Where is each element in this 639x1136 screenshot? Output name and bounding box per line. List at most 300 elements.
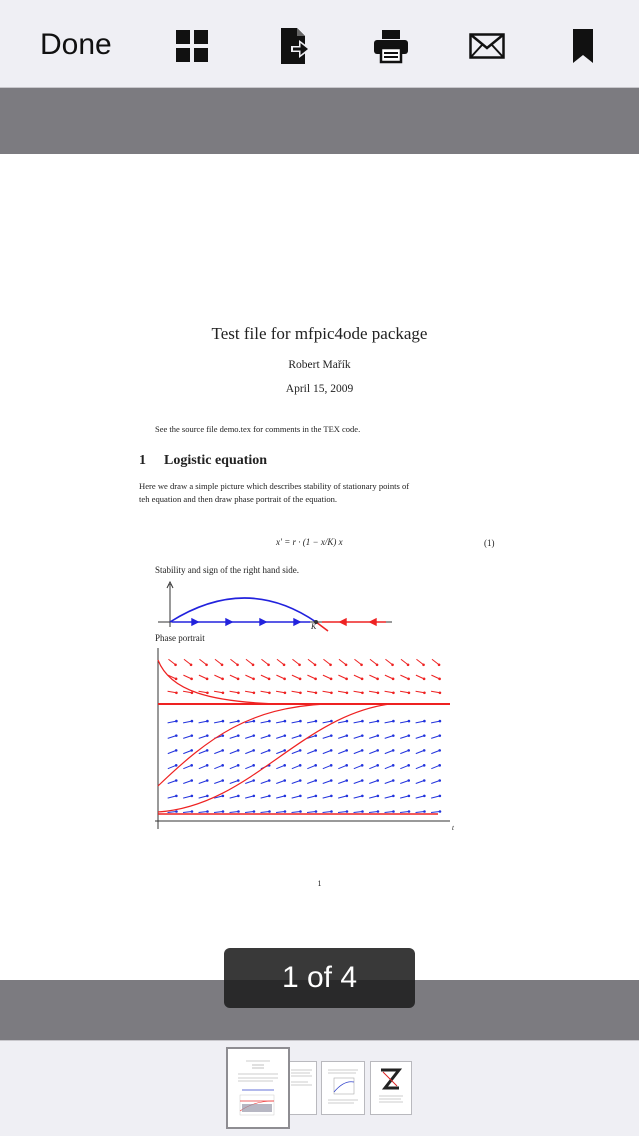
direction-arrow <box>431 675 439 679</box>
direction-arrow <box>416 736 425 739</box>
direction-arrowhead <box>376 764 379 767</box>
direction-arrowhead <box>222 692 225 695</box>
direction-arrowhead <box>360 663 363 666</box>
direction-arrowhead <box>237 779 240 782</box>
direction-arrowhead <box>222 720 225 723</box>
direction-arrowhead <box>284 720 287 723</box>
direction-arrowhead <box>407 663 410 666</box>
thumbnail-page-2-preview <box>288 1062 316 1114</box>
direction-arrow <box>199 750 207 753</box>
direction-arrowhead <box>253 720 256 723</box>
direction-arrow <box>431 780 439 783</box>
direction-arrowhead <box>175 795 178 798</box>
direction-arrow <box>168 691 177 693</box>
direction-arrow <box>199 675 207 679</box>
direction-arrowhead <box>376 663 379 666</box>
share-icon[interactable] <box>275 24 315 68</box>
direction-arrowhead <box>221 779 224 782</box>
direction-arrowhead <box>438 779 441 782</box>
direction-arrow <box>338 750 346 753</box>
direction-arrowhead <box>221 663 224 666</box>
direction-arrowhead <box>407 734 410 737</box>
direction-arrow <box>432 659 439 665</box>
direction-arrow <box>276 675 284 679</box>
direction-arrow <box>354 765 362 768</box>
direction-arrow <box>385 750 393 753</box>
direction-arrowhead <box>330 779 333 782</box>
direction-arrowhead <box>314 764 317 767</box>
direction-arrow <box>245 796 254 798</box>
direction-arrow <box>400 796 409 798</box>
direction-arrow <box>338 675 346 679</box>
direction-arrow <box>261 780 269 783</box>
direction-arrow <box>354 780 362 783</box>
direction-arrow <box>214 811 223 812</box>
direction-arrowhead <box>175 734 178 737</box>
direction-arrowhead <box>221 749 224 752</box>
direction-arrowhead <box>268 692 271 695</box>
direction-arrow <box>183 691 192 693</box>
thumbnail-page-1[interactable] <box>226 1047 290 1129</box>
direction-arrow <box>416 675 424 679</box>
direction-arrowhead <box>377 795 380 798</box>
direction-arrowhead <box>299 779 302 782</box>
direction-arrowhead <box>175 692 178 695</box>
direction-arrow <box>354 675 362 679</box>
direction-arrow <box>168 780 176 783</box>
direction-arrowhead <box>407 678 410 681</box>
direction-arrow <box>245 765 253 768</box>
direction-arrowhead <box>345 678 348 681</box>
direction-arrowhead <box>392 678 395 681</box>
direction-arrow <box>261 796 270 798</box>
direction-arrow <box>416 721 425 723</box>
direction-arrowhead <box>237 692 240 695</box>
direction-arrowhead <box>345 749 348 752</box>
direction-arrow <box>385 765 393 768</box>
page-number: 1 <box>317 879 322 888</box>
thumbnail-strip <box>0 1040 639 1136</box>
direction-arrowhead <box>376 678 379 681</box>
direction-arrow <box>292 750 300 753</box>
direction-arrowhead <box>361 678 364 681</box>
solution-curve-middle <box>158 704 450 786</box>
direction-arrowhead <box>408 810 411 813</box>
direction-arrow <box>307 796 316 798</box>
direction-arrow <box>199 659 206 665</box>
mail-icon[interactable] <box>467 24 507 68</box>
direction-arrowhead <box>377 720 380 723</box>
direction-arrow <box>292 691 301 693</box>
direction-arrow <box>292 736 301 739</box>
direction-arrow <box>214 765 222 768</box>
direction-arrowhead <box>392 795 395 798</box>
direction-arrow <box>292 796 301 798</box>
direction-arrow <box>431 811 440 812</box>
direction-arrowhead <box>315 692 318 695</box>
direction-arrow <box>323 721 332 723</box>
direction-arrow <box>183 736 192 739</box>
equation: x′ = r · (1 − x/K) x <box>276 537 343 547</box>
direction-arrow <box>385 780 393 783</box>
direction-arrow <box>292 765 300 768</box>
direction-arrowhead <box>392 764 395 767</box>
direction-arrow <box>276 736 285 739</box>
direction-arrow <box>183 721 192 723</box>
direction-arrow <box>323 780 331 783</box>
direction-arrow <box>168 721 177 723</box>
direction-arrow <box>323 675 331 679</box>
phase-portrait <box>150 646 460 841</box>
direction-arrowhead <box>237 749 240 752</box>
direction-arrow <box>168 736 177 739</box>
direction-arrow <box>431 796 440 798</box>
direction-arrowhead <box>190 749 193 752</box>
document-title: Test file for mfpic4ode package <box>211 324 428 343</box>
direction-arrow <box>245 811 254 812</box>
direction-arrowhead <box>252 779 255 782</box>
direction-arrowhead <box>439 810 442 813</box>
direction-arrow <box>416 811 425 812</box>
direction-arrowhead <box>345 764 348 767</box>
direction-arrow <box>385 675 393 679</box>
direction-arrowhead <box>206 720 209 723</box>
direction-arrowhead <box>237 734 240 737</box>
direction-arrowhead <box>206 795 209 798</box>
print-icon[interactable] <box>371 24 411 68</box>
direction-arrowhead <box>392 692 395 695</box>
direction-arrow <box>261 659 268 665</box>
direction-arrowhead <box>314 678 317 681</box>
equation-number: (1) <box>484 538 495 548</box>
direction-arrowhead <box>330 678 333 681</box>
direction-arrow <box>323 796 332 798</box>
done-button[interactable]: Done <box>40 28 112 61</box>
direction-arrowhead <box>345 779 348 782</box>
direction-arrowhead <box>191 810 194 813</box>
direction-arrow <box>276 691 285 693</box>
direction-arrow <box>183 750 191 753</box>
direction-arrow <box>307 675 315 679</box>
direction-arrowhead <box>299 720 302 723</box>
thumbnail-page-4[interactable] <box>370 1061 412 1115</box>
document-page[interactable] <box>0 154 639 980</box>
direction-arrow <box>246 659 253 665</box>
direction-arrowhead <box>330 795 333 798</box>
direction-arrowhead <box>392 749 395 752</box>
direction-arrow <box>261 750 269 753</box>
direction-arrow <box>307 691 316 693</box>
direction-arrowhead <box>252 663 255 666</box>
direction-arrow <box>276 721 285 723</box>
direction-arrowhead <box>252 749 255 752</box>
direction-arrow <box>416 691 425 693</box>
direction-arrow <box>354 736 363 739</box>
direction-arrowhead <box>423 749 426 752</box>
direction-arrow <box>277 659 284 665</box>
direction-arrow <box>416 796 425 798</box>
direction-arrow <box>307 750 315 753</box>
direction-arrow <box>230 721 239 723</box>
direction-arrow <box>276 796 285 798</box>
direction-arrow <box>400 721 409 723</box>
section-title: Logistic equation <box>164 453 268 468</box>
direction-arrow <box>323 659 330 665</box>
direction-arrow <box>323 811 332 812</box>
direction-arrowhead <box>283 779 286 782</box>
direction-arrow <box>369 796 378 798</box>
k-label: K <box>311 622 317 631</box>
direction-arrow <box>354 796 363 798</box>
direction-arrowhead <box>423 720 426 723</box>
direction-arrow <box>230 780 238 783</box>
direction-arrowhead <box>438 734 441 737</box>
direction-arrow <box>431 750 439 753</box>
direction-arrowhead <box>237 764 240 767</box>
direction-arrow <box>385 721 394 723</box>
direction-arrowhead <box>206 692 209 695</box>
direction-arrowhead <box>221 678 224 681</box>
direction-arrowhead <box>175 779 178 782</box>
direction-arrow <box>168 811 177 812</box>
direction-arrow <box>214 780 222 783</box>
direction-arrowhead <box>377 692 380 695</box>
direction-arrow <box>338 780 346 783</box>
direction-arrowhead <box>268 779 271 782</box>
direction-arrowhead <box>299 764 302 767</box>
direction-arrowhead <box>376 734 379 737</box>
direction-arrowhead <box>439 692 442 695</box>
direction-arrow <box>214 675 222 679</box>
direction-arrowhead <box>190 734 193 737</box>
direction-arrowhead <box>408 692 411 695</box>
top-toolbar <box>0 0 639 88</box>
direction-arrowhead <box>361 810 364 813</box>
direction-arrowhead <box>237 720 240 723</box>
direction-arrowhead <box>392 720 395 723</box>
direction-arrowhead <box>283 663 286 666</box>
direction-arrowhead <box>222 810 225 813</box>
direction-arrow <box>323 736 332 739</box>
direction-arrowhead <box>438 749 441 752</box>
direction-arrowhead <box>205 663 208 666</box>
direction-arrow <box>385 736 394 739</box>
direction-arrow <box>354 691 363 693</box>
direction-arrowhead <box>190 764 193 767</box>
direction-arrowhead <box>422 663 425 666</box>
direction-arrowhead <box>439 720 442 723</box>
direction-arrow <box>261 675 269 679</box>
direction-arrow <box>307 780 315 783</box>
direction-arrow <box>183 811 192 812</box>
direction-arrowhead <box>268 810 271 813</box>
figure-1-caption: Stability and sign of the right hand side. <box>155 565 299 575</box>
direction-arrowhead <box>346 692 349 695</box>
direction-arrow <box>369 780 377 783</box>
direction-arrow <box>354 721 363 723</box>
direction-arrowhead <box>175 678 178 681</box>
direction-arrow <box>230 659 237 665</box>
direction-arrowhead <box>252 678 255 681</box>
direction-arrow <box>354 659 361 665</box>
document-date: April 15, 2009 <box>285 383 354 395</box>
direction-arrowhead <box>391 663 394 666</box>
page-indicator: 1 of 4 <box>224 948 415 1008</box>
direction-arrowhead <box>268 795 271 798</box>
direction-arrow <box>245 750 253 753</box>
direction-arrow <box>261 691 270 693</box>
direction-arrow <box>261 811 270 812</box>
direction-arrow <box>168 796 177 798</box>
figure-2-caption: Phase portrait <box>155 633 205 643</box>
direction-arrow <box>307 811 316 812</box>
direction-arrowhead <box>314 663 317 666</box>
direction-arrowhead <box>392 810 395 813</box>
direction-arrowhead <box>314 779 317 782</box>
direction-arrow <box>245 675 253 679</box>
direction-arrowhead <box>299 734 302 737</box>
grid-icon[interactable] <box>172 24 212 68</box>
direction-arrow <box>168 765 176 768</box>
direction-arrow <box>230 765 238 768</box>
direction-arrowhead <box>237 795 240 798</box>
direction-arrowhead <box>206 678 209 681</box>
direction-arrow <box>307 721 316 723</box>
direction-arrowhead <box>377 810 380 813</box>
direction-arrowhead <box>423 734 426 737</box>
direction-arrow <box>245 736 254 739</box>
direction-arrow <box>385 811 394 812</box>
direction-arrow <box>276 780 284 783</box>
direction-arrow <box>416 780 424 783</box>
direction-arrow <box>369 675 377 679</box>
direction-arrowhead <box>253 692 256 695</box>
direction-arrow <box>276 750 284 753</box>
direction-arrowhead <box>330 810 333 813</box>
direction-arrow <box>431 691 440 693</box>
direction-arrow <box>245 691 254 693</box>
direction-arrowhead <box>345 734 348 737</box>
direction-arrowhead <box>252 764 255 767</box>
direction-arrow <box>292 675 300 679</box>
direction-arrow <box>370 659 377 665</box>
direction-arrow <box>214 691 223 693</box>
direction-arrow <box>292 811 301 812</box>
direction-arrow <box>261 721 270 723</box>
direction-arrow <box>292 780 300 783</box>
direction-arrow <box>323 750 331 753</box>
direction-arrow <box>292 659 299 665</box>
direction-arrow <box>214 721 223 723</box>
direction-arrow <box>323 691 332 693</box>
direction-arrowhead <box>268 678 271 681</box>
direction-arrowhead <box>206 734 209 737</box>
direction-arrow <box>354 750 362 753</box>
direction-arrowhead <box>361 779 364 782</box>
direction-arrowhead <box>361 720 364 723</box>
direction-arrowhead <box>191 720 194 723</box>
direction-arrowhead <box>299 810 302 813</box>
direction-arrowhead <box>361 764 364 767</box>
direction-arrowhead <box>206 779 209 782</box>
direction-arrowhead <box>268 720 271 723</box>
direction-arrow <box>245 780 253 783</box>
direction-arrowhead <box>423 779 426 782</box>
direction-arrowhead <box>392 779 395 782</box>
stability-diagram <box>150 579 400 634</box>
direction-arrowhead <box>376 749 379 752</box>
viewer-background-top <box>0 88 639 154</box>
direction-arrow <box>276 765 284 768</box>
direction-arrowhead <box>438 764 441 767</box>
direction-arrow <box>199 796 208 798</box>
direction-arrow <box>308 659 315 665</box>
direction-arrow <box>292 721 301 723</box>
direction-arrowhead <box>361 795 364 798</box>
direction-arrowhead <box>175 749 178 752</box>
direction-arrow <box>199 780 207 783</box>
direction-arrow <box>168 750 176 753</box>
direction-arrowhead <box>329 663 332 666</box>
thumbnail-page-2[interactable] <box>287 1061 317 1115</box>
direction-arrow <box>338 765 346 768</box>
thumbnail-page-3[interactable] <box>321 1061 365 1115</box>
direction-arrowhead <box>284 692 287 695</box>
direction-arrow <box>385 659 392 665</box>
direction-arrow <box>261 736 270 739</box>
direction-arrowhead <box>392 734 395 737</box>
solution-curve-upper <box>158 660 450 704</box>
direction-arrowhead <box>408 720 411 723</box>
direction-arrowhead <box>190 663 193 666</box>
direction-arrow <box>401 659 408 665</box>
direction-arrow <box>338 736 347 739</box>
direction-arrowhead <box>191 795 194 798</box>
direction-arrow <box>400 780 408 783</box>
direction-arrow <box>385 691 394 693</box>
direction-arrowhead <box>284 795 287 798</box>
bookmark-icon[interactable] <box>563 24 603 68</box>
direction-arrowhead <box>268 734 271 737</box>
direction-arrowhead <box>346 795 349 798</box>
direction-arrowhead <box>314 734 317 737</box>
direction-arrowhead <box>221 764 224 767</box>
direction-arrow <box>369 736 378 739</box>
paragraph-line-2: teh equation and then draw phase portrait of the equation. <box>139 494 338 504</box>
direction-arrowhead <box>345 663 348 666</box>
direction-arrow <box>431 736 440 739</box>
direction-arrowhead <box>299 749 302 752</box>
direction-arrow <box>400 675 408 679</box>
direction-arrow <box>400 736 409 739</box>
direction-arrow <box>184 659 191 665</box>
direction-arrowhead <box>206 810 209 813</box>
direction-arrowhead <box>361 734 364 737</box>
direction-arrowhead <box>407 764 410 767</box>
direction-arrow <box>199 721 208 723</box>
direction-arrowhead <box>298 663 301 666</box>
direction-arrowhead <box>299 795 302 798</box>
direction-arrow <box>416 750 424 753</box>
direction-arrow <box>199 736 208 739</box>
direction-arrow <box>168 659 175 665</box>
document-intro: See the source file demo.tex for comments in the TEX code. <box>155 424 361 434</box>
direction-arrowhead <box>190 779 193 782</box>
direction-arrowhead <box>175 810 178 813</box>
direction-arrow <box>416 765 424 768</box>
direction-arrowhead <box>252 734 255 737</box>
direction-arrow <box>214 750 222 753</box>
